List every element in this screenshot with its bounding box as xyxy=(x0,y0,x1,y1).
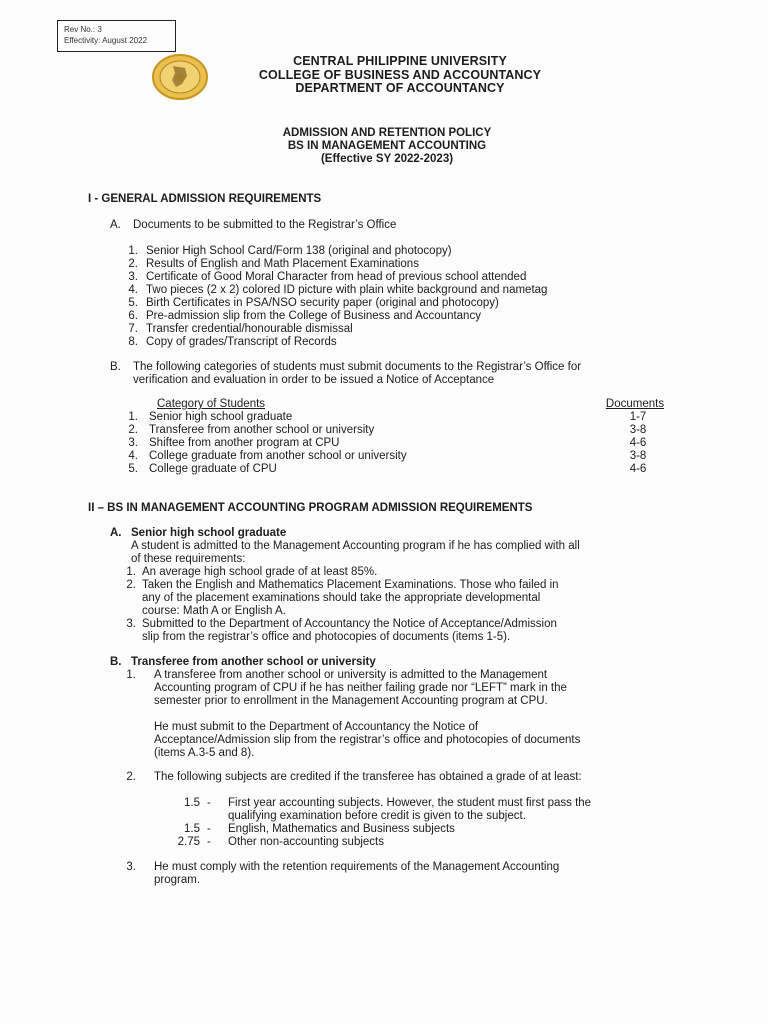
section-2-b-heading: Transferee from another school or university xyxy=(131,656,376,668)
category-documents: 4-6 xyxy=(629,437,647,449)
grade-dash: - xyxy=(207,836,211,848)
grade-row xyxy=(170,797,591,823)
transferee-item-1-para2-line: Acceptance/Admission slip from the registrar’s office and photocopies of documents xyxy=(154,734,581,746)
category-number: 3. xyxy=(128,437,138,449)
transferee-item-1-line: A transferee from another school or university is admitted to the Management xyxy=(154,669,548,681)
grade-row xyxy=(170,823,591,836)
requirement-item xyxy=(122,566,580,579)
section-1-a xyxy=(110,219,396,232)
document-item-text: Transfer credential/honourable dismissal xyxy=(146,323,353,335)
requirement-number: 1. xyxy=(126,566,136,578)
institution-header xyxy=(200,55,600,96)
grade-dash: - xyxy=(207,823,211,835)
category-row xyxy=(120,411,665,424)
category-row xyxy=(120,450,665,463)
transferee-item-1-para2-line: (items A.3-5 and 8). xyxy=(154,747,255,759)
university-name: CENTRAL PHILIPPINE UNIVERSITY xyxy=(293,54,507,68)
section-1-a-letter: A. xyxy=(110,219,121,231)
category-name: College graduate of CPU xyxy=(149,463,277,475)
documents-list xyxy=(120,245,547,349)
grade-value: 2.75 xyxy=(177,836,200,848)
transferee-item-3-num: 3. xyxy=(126,861,136,873)
rev-number: Rev No.: 3 xyxy=(64,25,102,34)
document-item-number: 5. xyxy=(128,297,138,309)
category-documents: 3-8 xyxy=(629,424,647,436)
category-row xyxy=(120,424,665,437)
transferee-item-1-num: 1. xyxy=(126,669,136,681)
policy-title xyxy=(187,127,587,166)
document-item-text: Two pieces (2 x 2) colored ID picture with plain white background and nametag xyxy=(146,284,548,296)
section-2-heading: II – BS IN MANAGEMENT ACCOUNTING PROGRAM ADMISSION REQUIREMENTS xyxy=(88,502,533,514)
policy-title-line1: ADMISSION AND RETENTION POLICY xyxy=(282,127,492,139)
document-item-text: Certificate of Good Moral Character from head of previous school attended xyxy=(146,271,527,283)
category-number: 2. xyxy=(128,424,138,436)
section-1-b-text-line1: The following categories of students must submit documents to the Registrar’s Office for xyxy=(133,361,582,373)
transferee-item-3 xyxy=(122,861,559,887)
document-item-number: 4. xyxy=(128,284,138,296)
category-number: 4. xyxy=(128,450,138,462)
document-item xyxy=(120,310,547,323)
college-name: COLLEGE OF BUSINESS AND ACCOUNTANCY xyxy=(258,67,542,82)
category-documents: 1-7 xyxy=(629,411,647,423)
requirement-number: 3. xyxy=(126,618,136,630)
requirement-item xyxy=(122,579,580,618)
section-2-a-intro-line1: A student is admitted to the Management Accounting program if he has complied with all xyxy=(131,540,580,552)
section-2-a-heading: Senior high school graduate xyxy=(131,527,287,539)
category-name: Shiftee from another program at CPU xyxy=(149,437,340,449)
grade-value: 1.5 xyxy=(184,823,200,835)
category-name: College graduate from another school or university xyxy=(149,450,407,462)
transferee-item-1-line: semester prior to enrollment in the Management Accounting program at CPU. xyxy=(154,695,548,707)
requirement-line: An average high school grade of at least 85%. xyxy=(142,566,378,578)
section-1-b-letter: B. xyxy=(110,361,121,373)
document-item xyxy=(120,323,547,336)
requirement-number: 2. xyxy=(126,579,136,591)
grade-row xyxy=(170,836,591,849)
document-item-number: 3. xyxy=(128,271,138,283)
document-item-text: Senior High School Card/Form 138 (original and photocopy) xyxy=(146,245,452,257)
section-2-a xyxy=(110,527,580,644)
category-number: 1. xyxy=(128,411,138,423)
category-name: Senior high school graduate xyxy=(149,411,293,423)
transferee-item-1-line: Accounting program of CPU if he has neither failing grade nor “LEFT” mark in the xyxy=(154,682,567,694)
requirement-line: Submitted to the Department of Accountancy the Notice of Acceptance/Admission xyxy=(142,618,557,630)
document-item xyxy=(120,297,547,310)
section-2-b xyxy=(110,656,376,669)
policy-title-line2: BS IN MANAGEMENT ACCOUNTING xyxy=(287,140,487,152)
grade-requirements xyxy=(170,797,591,849)
document-item-text: Pre-admission slip from the College of Business and Accountancy xyxy=(146,310,481,322)
category-row xyxy=(120,463,665,476)
grade-subject-line: Other non-accounting subjects xyxy=(228,836,384,848)
document-item-number: 2. xyxy=(128,258,138,270)
document-item xyxy=(120,284,547,297)
document-item-text: Results of English and Math Placement Examinations xyxy=(146,258,419,270)
category-number: 5. xyxy=(128,463,138,475)
transferee-item-1-para2-line: He must submit to the Department of Accountancy the Notice of xyxy=(154,721,479,733)
section-1-a-text: Documents to be submitted to the Registrar’s Office xyxy=(133,219,397,231)
document-item xyxy=(120,336,547,349)
requirement-line: slip from the registrar’s office and photocopies of documents (items 1-5). xyxy=(142,631,511,643)
requirement-item xyxy=(122,618,580,644)
section-2-a-intro-line2: of these requirements: xyxy=(131,553,246,565)
document-item-number: 7. xyxy=(128,323,138,335)
transferee-item-3-line: He must comply with the retention requirements of the Management Accounting xyxy=(154,861,560,873)
document-item-text: Copy of grades/Transcript of Records xyxy=(146,336,337,348)
grade-value: 1.5 xyxy=(184,797,200,809)
category-row xyxy=(120,437,665,450)
category-header: Category of Students xyxy=(157,398,266,410)
document-item-number: 6. xyxy=(128,310,138,322)
section-1-heading: I - GENERAL ADMISSION REQUIREMENTS xyxy=(88,193,322,205)
document-item-text: Birth Certificates in PSA/NSO security paper (original and photocopy) xyxy=(146,297,499,309)
document-item-number: 8. xyxy=(128,336,138,348)
requirement-line: course: Math A or English A. xyxy=(142,605,286,617)
effectivity-date: Effectivity: August 2022 xyxy=(64,36,148,45)
section-1-b xyxy=(110,361,581,387)
grade-subject-line: English, Mathematics and Business subjects xyxy=(228,823,455,835)
section-2-b-letter: B. xyxy=(110,656,122,668)
grade-dash: - xyxy=(207,797,211,809)
category-table-header xyxy=(120,398,665,411)
transferee-item-1 xyxy=(122,669,580,760)
document-item-number: 1. xyxy=(128,245,138,257)
section-1-b-text-line2: verification and evaluation in order to be issued a Notice of Acceptance xyxy=(133,374,495,386)
department-name: DEPARTMENT OF ACCOUNTANCY xyxy=(295,81,505,95)
revision-box xyxy=(57,20,176,52)
document-item xyxy=(120,245,547,258)
category-documents: 3-8 xyxy=(629,450,647,462)
transferee-item-2 xyxy=(122,771,582,784)
transferee-item-2-num: 2. xyxy=(126,771,136,783)
section-2-a-letter: A. xyxy=(110,527,122,539)
transferee-item-3-line: program. xyxy=(154,874,201,886)
category-name: Transferee from another school or university xyxy=(149,424,375,436)
document-item xyxy=(120,258,547,271)
documents-header: Documents xyxy=(605,398,665,410)
transferee-item-2-text: The following subjects are credited if the transferee has obtained a grade of at least: xyxy=(154,771,582,783)
grade-subject-line: First year accounting subjects. However, the student must first pass the xyxy=(228,797,592,809)
category-table xyxy=(120,398,680,476)
grade-subject-line: qualifying examination before credit is given to the subject. xyxy=(228,810,526,822)
document-item xyxy=(120,271,547,284)
requirement-line: Taken the English and Mathematics Placement Examinations. Those who failed in xyxy=(142,579,559,591)
requirement-line: any of the placement examinations should take the appropriate developmental xyxy=(142,592,541,604)
policy-title-line3: (Effective SY 2022-2023) xyxy=(320,153,454,165)
category-documents: 4-6 xyxy=(629,463,647,475)
